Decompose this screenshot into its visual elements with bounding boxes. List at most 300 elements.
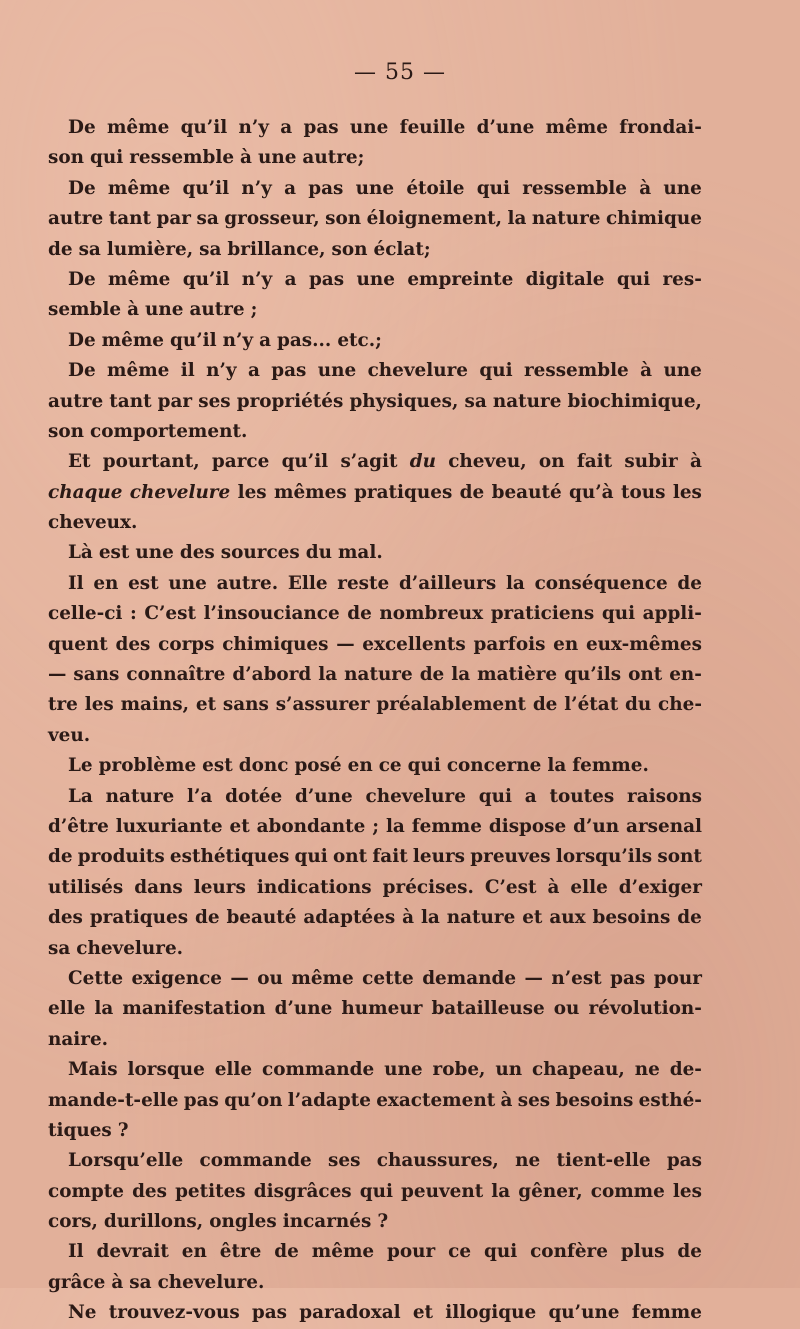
word: qui: [294, 846, 328, 868]
word: De: [68, 117, 96, 138]
word: la: [507, 208, 527, 230]
page-number: — 55 —: [354, 60, 446, 85]
word: comme: [590, 1180, 665, 1202]
word: a: [284, 177, 296, 199]
word: dotée: [225, 785, 283, 807]
word: demande: [422, 967, 517, 989]
word: trouvez-vous: [108, 1302, 240, 1324]
word: n’y: [238, 117, 269, 138]
word: De: [68, 360, 96, 382]
word: par: [156, 208, 191, 230]
word: qui: [359, 1180, 393, 1202]
word: autre.: [216, 572, 279, 594]
word: femme: [631, 1302, 702, 1324]
word: en: [347, 755, 373, 777]
text-line: [48, 387, 702, 417]
word: d’une: [476, 117, 535, 138]
word: chimique: [605, 208, 702, 230]
word: elle: [48, 998, 86, 1020]
word: pas: [308, 177, 344, 199]
word: il: [180, 360, 195, 382]
word: veu.: [48, 724, 91, 746]
word: elle: [570, 876, 608, 898]
word: à: [402, 907, 415, 929]
text-line: [48, 660, 702, 690]
word: esthé-: [638, 1089, 702, 1111]
word: commande: [199, 1150, 312, 1172]
word: raisons: [627, 785, 702, 807]
word: cheveu,: [448, 451, 527, 473]
word: mains,: [120, 694, 190, 716]
body-text: [48, 113, 702, 1329]
word: De: [68, 177, 96, 199]
text-line: [48, 447, 702, 477]
word: la: [547, 755, 567, 777]
word: à: [240, 147, 252, 169]
text-line: [48, 1086, 702, 1116]
word: sa: [464, 390, 487, 412]
word: une: [384, 1059, 423, 1081]
word: a: [284, 268, 297, 290]
word: et: [195, 694, 217, 716]
word: —: [524, 967, 543, 989]
word: res-: [662, 268, 702, 290]
word: utilisés: [48, 876, 124, 898]
word: la: [505, 572, 525, 594]
word: —: [230, 967, 249, 989]
text-line: [48, 204, 702, 234]
word: une: [663, 360, 702, 382]
text-line: [48, 538, 702, 568]
word: cors,: [48, 1211, 98, 1233]
word: eux-mêmes: [585, 633, 702, 655]
word: naire.: [48, 1028, 109, 1050]
text-line: [48, 599, 702, 629]
word: ;: [250, 299, 258, 321]
word: —: [48, 664, 67, 686]
word: une: [356, 268, 395, 290]
word: chapeau,: [532, 1059, 625, 1081]
word: produits: [77, 846, 165, 868]
word: une: [317, 360, 357, 382]
word: Et: [68, 451, 91, 473]
word: nature: [105, 785, 175, 807]
word: frondai-: [619, 117, 702, 138]
word: la: [451, 664, 471, 686]
word: des: [179, 542, 215, 564]
word: d’ailleurs: [398, 572, 497, 594]
word: ongles: [209, 1211, 277, 1233]
word: de: [48, 846, 73, 868]
word: chevelure: [129, 481, 231, 503]
word: de: [677, 907, 702, 929]
word: sa: [196, 208, 219, 230]
word: on: [538, 451, 565, 473]
word: Le: [68, 755, 93, 777]
word: besoins: [592, 907, 671, 929]
word: autre: [48, 208, 104, 230]
word: C’est: [484, 876, 537, 898]
text-line: [48, 782, 702, 812]
text-line: [48, 478, 702, 508]
word: une: [349, 117, 389, 138]
word: paradoxal: [299, 1302, 401, 1324]
word: adaptées: [303, 907, 396, 929]
word: précises.: [382, 876, 474, 898]
word: de-: [669, 1059, 702, 1081]
word: la: [385, 815, 405, 837]
word: à: [127, 299, 139, 321]
text-line: [48, 417, 702, 447]
word: conséquence: [534, 572, 668, 594]
text-line: [48, 1116, 702, 1146]
word: l’adapte: [287, 1089, 371, 1111]
word: durillons,: [103, 1211, 204, 1233]
word: de: [532, 694, 558, 716]
word: l’état: [564, 694, 619, 716]
word: ont: [628, 664, 663, 686]
word: chaussures,: [376, 1150, 499, 1172]
word: appli-: [642, 603, 702, 625]
word: en-: [669, 664, 702, 686]
word: a: [259, 329, 271, 351]
word: a: [247, 360, 260, 382]
word: manifestation: [122, 998, 266, 1020]
word: aux: [549, 907, 586, 929]
word: du: [409, 451, 436, 473]
word: d’une: [274, 998, 333, 1020]
text-line: [48, 326, 702, 356]
word: semble: [48, 299, 122, 321]
word: d’abord: [232, 664, 312, 686]
word: a: [280, 117, 293, 138]
word: commande: [262, 1059, 375, 1081]
word: plus: [620, 1241, 665, 1263]
word: les: [84, 694, 114, 716]
word: La: [68, 785, 93, 807]
word: quent: [48, 633, 108, 655]
word: autre: [189, 299, 245, 321]
word: les: [672, 1180, 702, 1202]
word: la: [420, 907, 440, 929]
word: posé: [294, 755, 342, 777]
word: autre;: [302, 147, 365, 169]
word: pour: [653, 967, 702, 989]
word: une: [257, 147, 297, 169]
word: éloignement,: [366, 208, 502, 230]
word: toutes: [549, 785, 615, 807]
word: d’être: [48, 815, 109, 837]
word: s’agit: [340, 451, 398, 473]
word: ?: [377, 1211, 389, 1233]
word: mal.: [337, 542, 383, 564]
word: son: [48, 147, 84, 169]
text-line: [48, 1146, 702, 1176]
text-line: [48, 1177, 702, 1207]
word: ses: [198, 390, 231, 412]
text-line: [48, 1268, 702, 1298]
word: d’exiger: [618, 876, 702, 898]
word: être: [219, 1241, 262, 1263]
word: même: [101, 329, 164, 351]
word: de: [48, 238, 73, 260]
word: de: [677, 1241, 702, 1263]
word: qu’une: [548, 1302, 620, 1324]
word: mêmes: [274, 481, 347, 503]
word: à: [639, 177, 652, 199]
word: de: [419, 664, 445, 686]
word: les: [237, 481, 267, 503]
text-line: [48, 143, 702, 173]
word: ne: [515, 1150, 541, 1172]
word: étoile: [406, 177, 465, 199]
word: qu’il: [182, 177, 230, 199]
word: de: [194, 907, 220, 929]
word: la: [318, 664, 338, 686]
text-line: [48, 295, 702, 325]
word: preuves: [470, 846, 551, 868]
word: exigence: [131, 967, 222, 989]
word: comportement.: [90, 420, 248, 442]
text-line: [48, 508, 702, 538]
word: ?: [117, 1119, 129, 1141]
text-line: [48, 569, 702, 599]
word: chevelure: [367, 360, 468, 382]
word: pas: [251, 1302, 288, 1324]
word: pas: [308, 268, 345, 290]
word: à: [547, 876, 560, 898]
word: tant: [109, 390, 152, 412]
word: cette: [362, 967, 414, 989]
word: matière: [477, 664, 558, 686]
word: ;: [372, 815, 380, 837]
word: éclat;: [373, 238, 431, 260]
word: tous: [620, 481, 666, 503]
word: beauté: [226, 907, 297, 929]
word: la: [94, 998, 114, 1020]
text-line: [48, 1207, 702, 1237]
word: pas: [271, 360, 307, 382]
word: une: [144, 299, 184, 321]
word: abondante: [256, 815, 366, 837]
word: leurs: [412, 846, 466, 868]
word: ce: [378, 755, 402, 777]
word: propriétés: [236, 390, 344, 412]
word: en: [553, 633, 579, 655]
word: l’insouciance: [203, 603, 340, 625]
word: même: [107, 360, 170, 382]
word: des: [115, 633, 151, 655]
word: autre: [48, 390, 104, 412]
word: est: [128, 572, 159, 594]
word: sa: [48, 937, 71, 959]
word: Lorsqu’elle: [68, 1150, 184, 1172]
word: des: [132, 1180, 167, 1202]
text-line: [48, 1055, 702, 1085]
word: qu’ils: [564, 664, 622, 686]
word: corps: [158, 633, 215, 655]
word: femme.: [572, 755, 649, 777]
word: les: [672, 481, 702, 503]
word: besoins: [555, 1089, 634, 1111]
text-line: [48, 265, 702, 295]
text-line: [48, 235, 702, 265]
word: pratiques: [354, 481, 453, 503]
word: nature: [446, 907, 516, 929]
word: devrait: [96, 1241, 169, 1263]
word: Il: [68, 572, 84, 594]
word: chevelure: [365, 785, 466, 807]
word: pour: [387, 1241, 436, 1263]
word: biochimique,: [567, 390, 702, 412]
word: qui: [478, 785, 512, 807]
word: digitale: [525, 268, 605, 290]
word: s’assurer: [275, 694, 370, 716]
word: du: [625, 694, 652, 716]
word: est: [202, 755, 233, 777]
word: même: [106, 117, 170, 138]
word: pratiques: [89, 907, 189, 929]
word: sans: [73, 664, 120, 686]
word: qui: [407, 755, 441, 777]
word: même: [108, 268, 171, 290]
word: l’a: [187, 785, 213, 807]
word: une: [663, 177, 702, 199]
word: un: [495, 1059, 523, 1081]
word: n’y: [241, 268, 273, 290]
word: De: [68, 268, 96, 290]
word: préalablement: [376, 694, 526, 716]
word: empreinte: [407, 268, 514, 290]
word: ressemble: [523, 360, 629, 382]
text-line: [48, 113, 702, 143]
word: beauté: [491, 481, 562, 503]
word: fait: [576, 451, 613, 473]
word: de: [677, 572, 702, 594]
word: qui: [476, 177, 510, 199]
text-line: [48, 903, 702, 933]
word: gêner,: [518, 1180, 583, 1202]
word: confère: [530, 1241, 608, 1263]
word: illogique: [445, 1302, 537, 1324]
word: C’est: [144, 603, 196, 625]
word: Elle: [287, 572, 328, 594]
word: batailleuse: [431, 998, 545, 1020]
word: robe,: [432, 1059, 486, 1081]
word: la: [491, 1180, 511, 1202]
text-line: [48, 1237, 702, 1267]
word: même: [291, 967, 354, 989]
word: che-: [658, 694, 702, 716]
word: Mais: [68, 1059, 118, 1081]
word: petites: [175, 1180, 246, 1202]
word: qui: [483, 1241, 518, 1263]
word: des: [48, 907, 83, 929]
word: à: [640, 360, 653, 382]
word: d’un: [573, 815, 620, 837]
word: brillance,: [227, 238, 326, 260]
word: compte: [48, 1180, 124, 1202]
word: ont: [333, 846, 368, 868]
word: parfois: [473, 633, 546, 655]
word: qu’il: [281, 451, 329, 473]
word: Là: [68, 542, 93, 564]
word: Il: [68, 1241, 84, 1263]
word: nombreux: [379, 603, 484, 625]
word: qui: [90, 147, 124, 169]
word: etc.;: [337, 329, 382, 351]
text-line: [48, 812, 702, 842]
word: nature: [531, 208, 601, 230]
word: à: [111, 1271, 124, 1293]
word: luxuriante: [115, 815, 223, 837]
word: pas: [303, 117, 339, 138]
word: ne: [634, 1059, 660, 1081]
word: donc: [238, 755, 289, 777]
word: grosseur,: [224, 208, 320, 230]
word: de: [459, 481, 485, 503]
word: grâce: [48, 1271, 106, 1293]
word: en: [181, 1241, 207, 1263]
word: qui: [601, 603, 636, 625]
word: fait: [372, 846, 408, 868]
word: et: [412, 1302, 434, 1324]
text-line: [48, 630, 702, 660]
word: même: [107, 177, 171, 199]
word: indications: [256, 876, 372, 898]
word: du: [305, 542, 332, 564]
word: ce: [448, 1241, 472, 1263]
word: feuille: [399, 117, 466, 138]
word: leurs: [193, 876, 246, 898]
text-line: [48, 721, 702, 751]
text-line: [48, 842, 702, 872]
word: de: [347, 603, 372, 625]
word: femme: [411, 815, 482, 837]
word: cheveux.: [48, 512, 138, 534]
word: sont: [657, 846, 702, 868]
text-line: [48, 934, 702, 964]
word: par: [157, 390, 193, 412]
word: incarnés: [282, 1211, 372, 1233]
word: n’y: [241, 177, 272, 199]
word: et: [229, 815, 250, 837]
word: qu’il: [180, 117, 228, 138]
word: une: [135, 542, 174, 564]
word: de: [274, 1241, 299, 1263]
text-line: [48, 1298, 702, 1328]
word: qu’à: [569, 481, 614, 503]
word: Ne: [68, 1302, 97, 1324]
word: exactement: [376, 1089, 496, 1111]
word: qu’il: [182, 268, 230, 290]
word: d’une: [295, 785, 353, 807]
text-line: [48, 356, 702, 386]
word: ressemble: [129, 147, 235, 169]
word: tiques: [48, 1119, 112, 1141]
word: une: [355, 177, 395, 199]
word: chevelure.: [76, 937, 184, 959]
word: pas: [610, 967, 646, 989]
word: ou: [553, 998, 580, 1020]
word: mande-t-elle: [48, 1089, 179, 1111]
word: son: [325, 208, 362, 230]
word: son: [48, 420, 84, 442]
word: arsenal: [626, 815, 702, 837]
word: chevelure.: [157, 1271, 265, 1293]
word: pas: [183, 1089, 219, 1111]
word: concerne: [446, 755, 542, 777]
